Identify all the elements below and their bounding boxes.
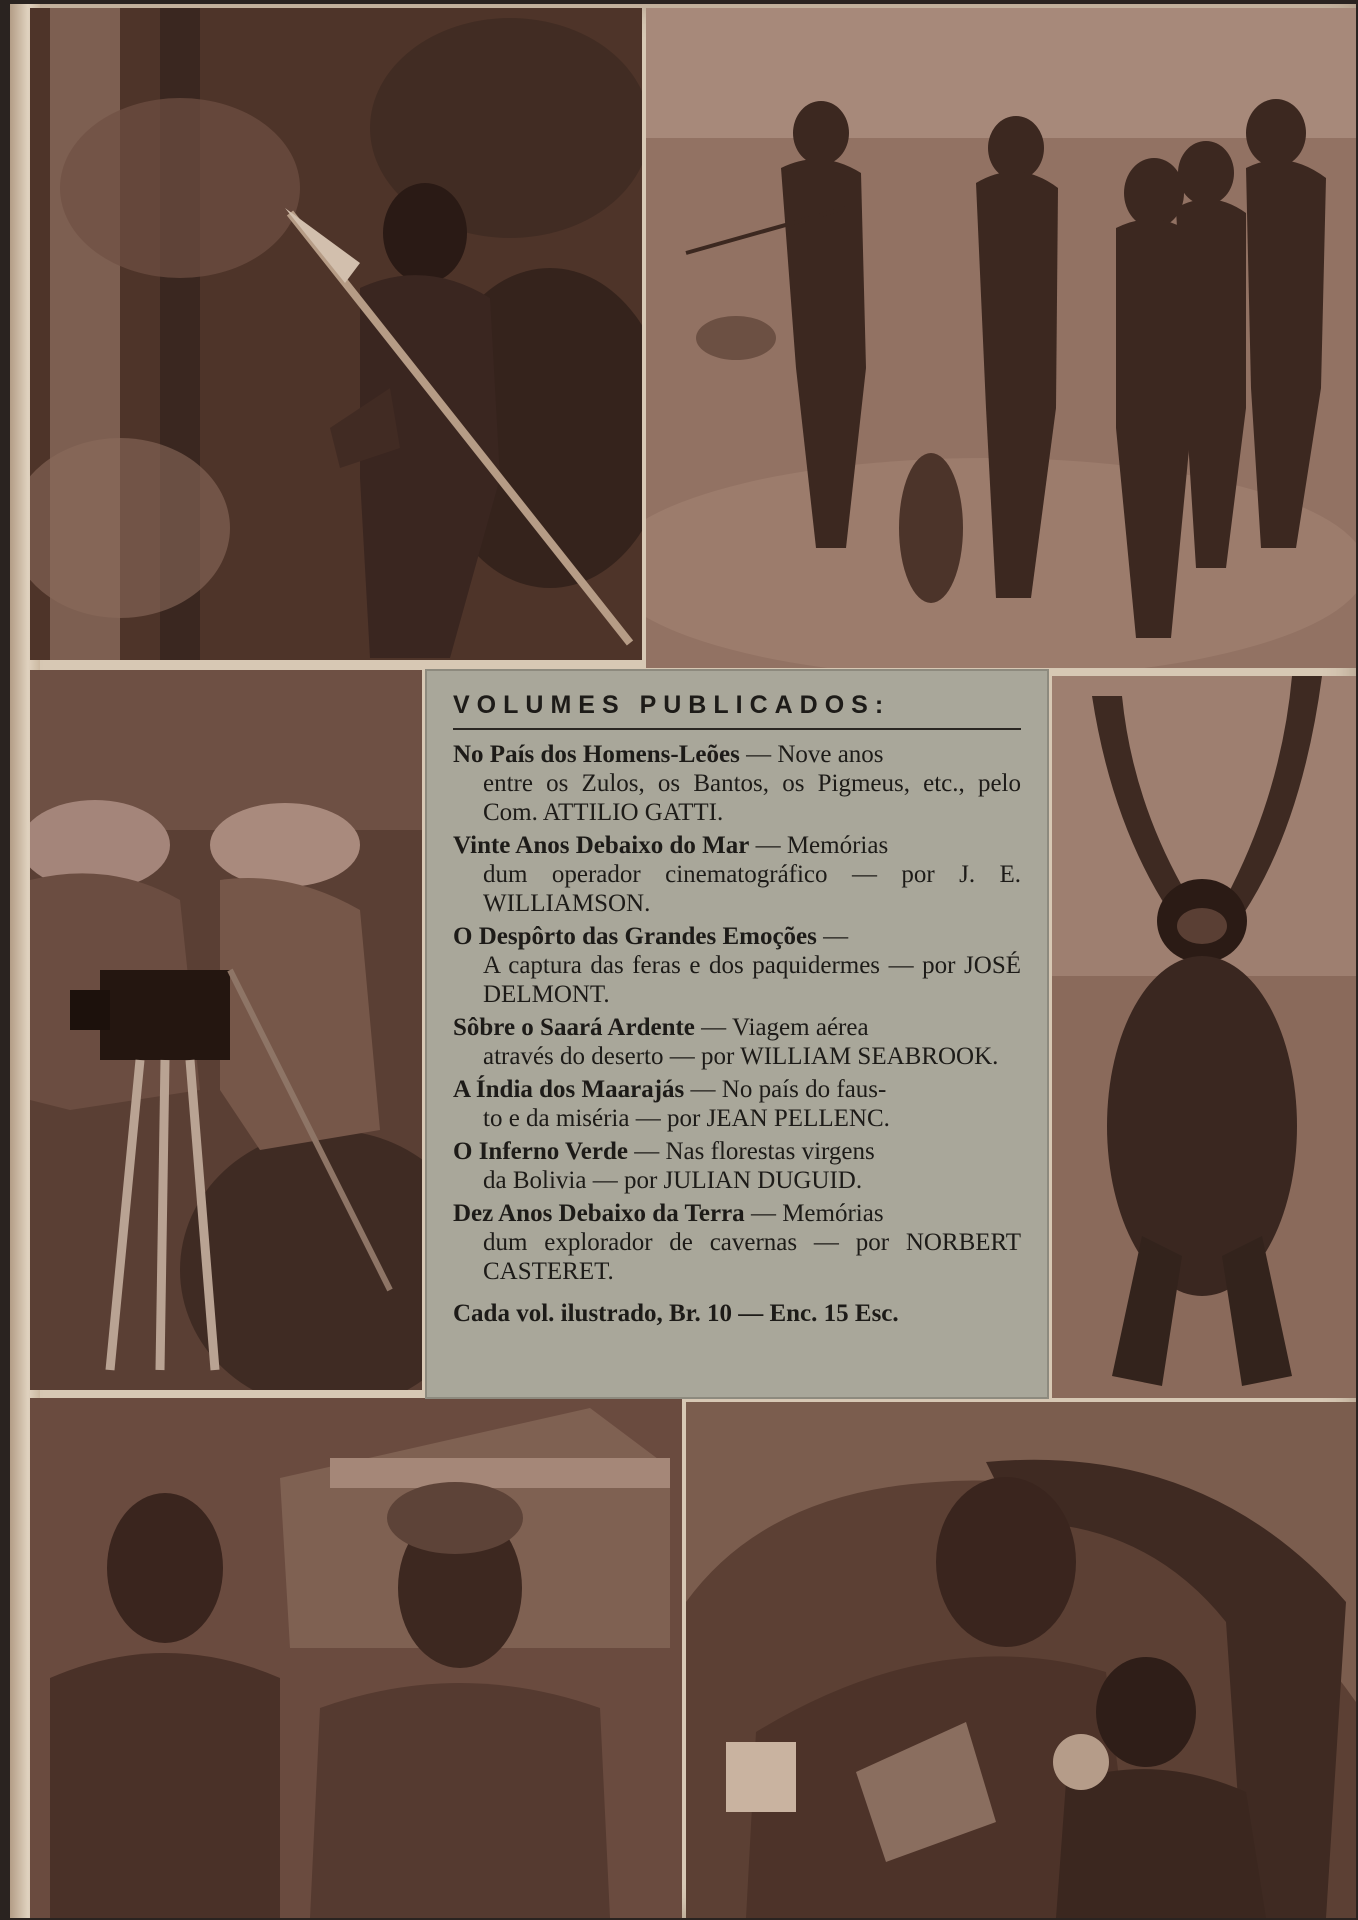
- volume-description: através do deserto — por WILLIAM SEABROOK.: [483, 1043, 999, 1070]
- volume-title: Vinte Anos Debaixo do Mar: [453, 832, 750, 859]
- volume-description: da Bolivia — por JULIAN DUGUID.: [483, 1167, 863, 1194]
- volume-title: O Inferno Verde: [453, 1138, 628, 1165]
- volume-entry: [453, 1013, 1021, 1071]
- volume-entry: [453, 831, 1021, 918]
- volume-subtitle-start: — Memórias: [749, 832, 889, 859]
- volume-subtitle-start: — Nas florestas virgens: [628, 1138, 875, 1165]
- heading-rule: [453, 728, 1021, 730]
- volume-subtitle-start: — No país do faus-: [684, 1076, 887, 1103]
- volume-subtitle-start: — Memórias: [744, 1200, 884, 1227]
- volume-subtitle-start: — Nove anos: [739, 741, 884, 768]
- photo-hunter-with-spear: [30, 8, 642, 660]
- volume-description: dum operador cinematográfico — por J. E. WILLIAMSON.: [483, 861, 1021, 917]
- volume-entry: [453, 1199, 1021, 1286]
- photo-men-at-hut: [686, 1402, 1356, 1918]
- published-volumes-panel: [425, 669, 1049, 1399]
- price-line: Cada vol. ilustrado, Br. 10 — Enc. 15 Esc.: [453, 1300, 899, 1327]
- volume-title: A Índia dos Maarajás: [453, 1076, 685, 1103]
- volume-title: Sôbre o Saará Ardente: [453, 1014, 695, 1041]
- volume-entry: [453, 740, 1021, 827]
- volume-entry: [453, 1137, 1021, 1195]
- photo-explorers-with-camera: [30, 670, 422, 1390]
- volume-title: No País dos Homens-Leões: [453, 741, 740, 768]
- volume-description: A captura das feras e dos paquidermes — por JOSÉ DELMONT.: [483, 952, 1021, 1008]
- volume-title: Dez Anos Debaixo da Terra: [453, 1200, 745, 1227]
- volume-subtitle-start: — Viagem aérea: [694, 1014, 869, 1041]
- volume-subtitle-start: —: [816, 923, 849, 950]
- book-back-cover: [10, 4, 1356, 1918]
- panel-heading: VOLUMES PUBLICADOS:: [453, 691, 891, 719]
- volume-entry: [453, 922, 1021, 1009]
- volume-title: O Despôrto das Grandes Emoções: [453, 923, 817, 950]
- photo-hanging-ape: [1052, 676, 1356, 1398]
- volume-entry: [453, 1075, 1021, 1133]
- photo-two-men-portrait: [30, 1398, 682, 1918]
- volume-description: to e da miséria — por JEAN PELLENC.: [483, 1105, 890, 1132]
- volume-description: dum explorador de cavernas — por NORBERT CASTERET.: [483, 1229, 1021, 1285]
- volume-description: entre os Zulos, os Bantos, os Pigmeus, etc., pelo Com. ATTILIO GATTI.: [483, 770, 1021, 826]
- photo-people-in-line: [646, 8, 1356, 668]
